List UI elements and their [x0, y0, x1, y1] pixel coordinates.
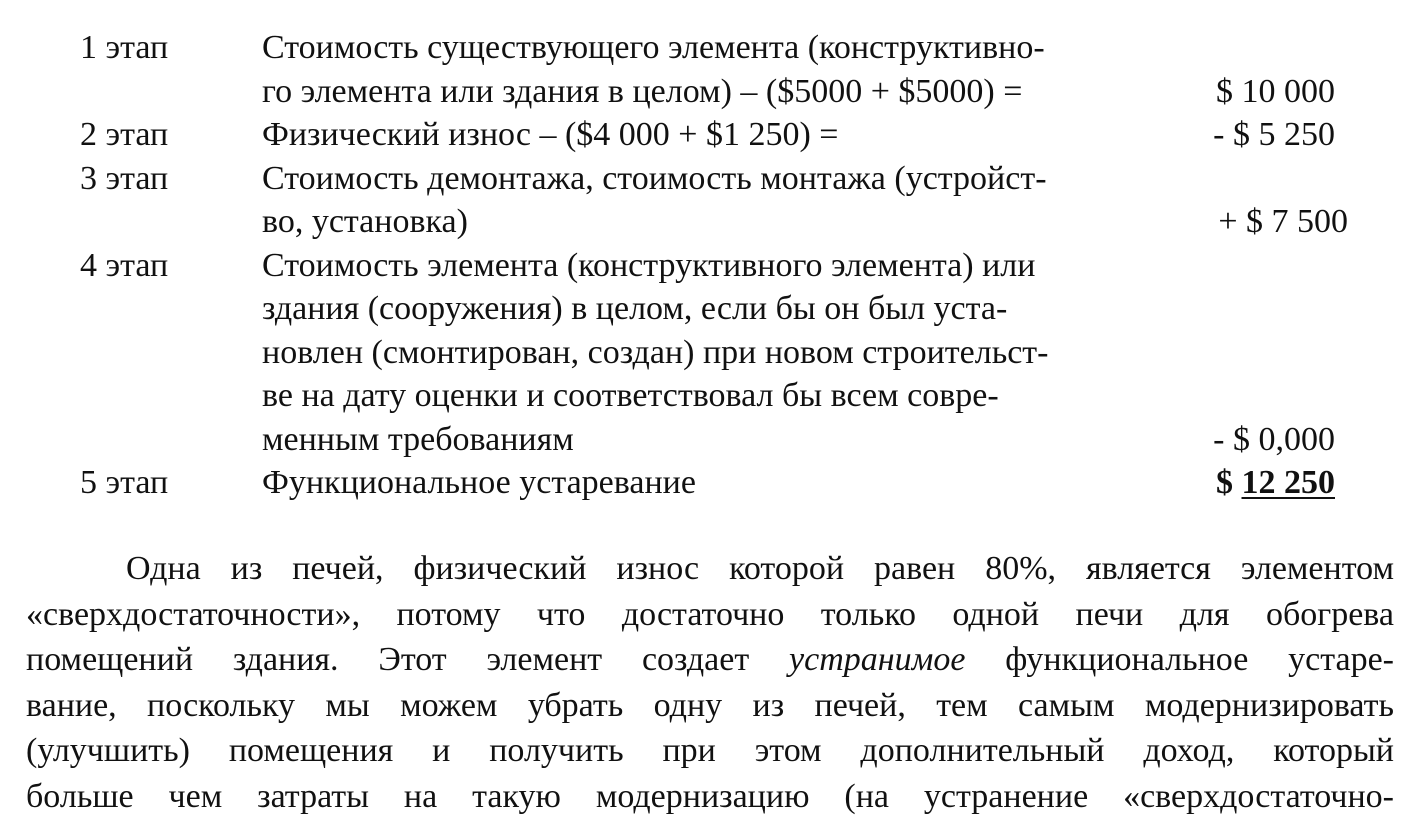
stage-label: 4 этап: [80, 244, 168, 288]
stage-label: 3 этап: [80, 157, 168, 201]
stage-text-line: Функциональное устаревание: [262, 461, 1162, 505]
stage-value: - $ 0,000: [1213, 418, 1335, 462]
paragraph-line: больше чем затраты на такую модернизацию (на устранение «сверхдостаточно-: [26, 774, 1394, 819]
stage-text-line: новлен (смонтирован, создан) при новом строительст-: [262, 331, 1162, 375]
stage-text-line: менным требованиям: [262, 418, 1162, 462]
stage-row-5: [0, 461, 1427, 505]
stage-text-line: Стоимость существующего элемента (конструктивно-: [262, 26, 1162, 70]
emphasized-term: устранимое: [789, 641, 965, 678]
stage-total-value: [1216, 461, 1335, 505]
stage-description: [262, 157, 1162, 244]
total-currency: $: [1216, 464, 1233, 501]
body-paragraph: [26, 546, 1394, 819]
stages-list: [0, 26, 1427, 505]
stage-label: 1 этап: [80, 26, 168, 70]
paragraph-line: (улучшить) помещения и получить при этом дополнительный доход, который: [26, 728, 1394, 774]
stage-text-line: Стоимость демонтажа, стоимость монтажа (устройст-: [262, 157, 1162, 201]
total-amount: 12 250: [1242, 464, 1336, 501]
stage-row-3: [0, 157, 1427, 244]
stage-text-line: здания (сооружения) в целом, если бы он был уста-: [262, 287, 1162, 331]
paragraph-text: помещений здания. Этот элемент создает: [26, 641, 789, 678]
stage-text-line: го элемента или здания в целом) – ($5000 + $5000) =: [262, 70, 1162, 114]
stage-row-1: [0, 26, 1427, 113]
stage-description: [262, 244, 1162, 462]
stage-text-line: ве на дату оценки и соответствовал бы всем совре-: [262, 374, 1162, 418]
stage-description: [262, 113, 1162, 157]
stage-description: [262, 26, 1162, 113]
stage-description: [262, 461, 1162, 505]
stage-value: + $ 7 500: [1218, 200, 1348, 244]
stage-row-4: [0, 244, 1427, 462]
stage-value: - $ 5 250: [1213, 113, 1335, 157]
stage-row-2: [0, 113, 1427, 157]
stage-label: 2 этап: [80, 113, 168, 157]
stage-text-line: Стоимость элемента (конструктивного элемента) или: [262, 244, 1162, 288]
stage-text-line: во, установка): [262, 200, 1162, 244]
stage-label: 5 этап: [80, 461, 168, 505]
paragraph-line: вание, поскольку мы можем убрать одну из печей, тем самым модернизировать: [26, 683, 1394, 729]
paragraph-line: «сверхдостаточности», потому что достаточно только одной печи для обогрева: [26, 592, 1394, 638]
paragraph-text: функциональное устаре-: [965, 641, 1394, 678]
stage-value: $ 10 000: [1216, 70, 1335, 114]
paragraph-line: Одна из печей, физический износ которой равен 80%, является элементом: [26, 546, 1394, 592]
paragraph-line: [26, 637, 1394, 683]
stage-text-line: Физический износ – ($4 000 + $1 250) =: [262, 113, 1162, 157]
